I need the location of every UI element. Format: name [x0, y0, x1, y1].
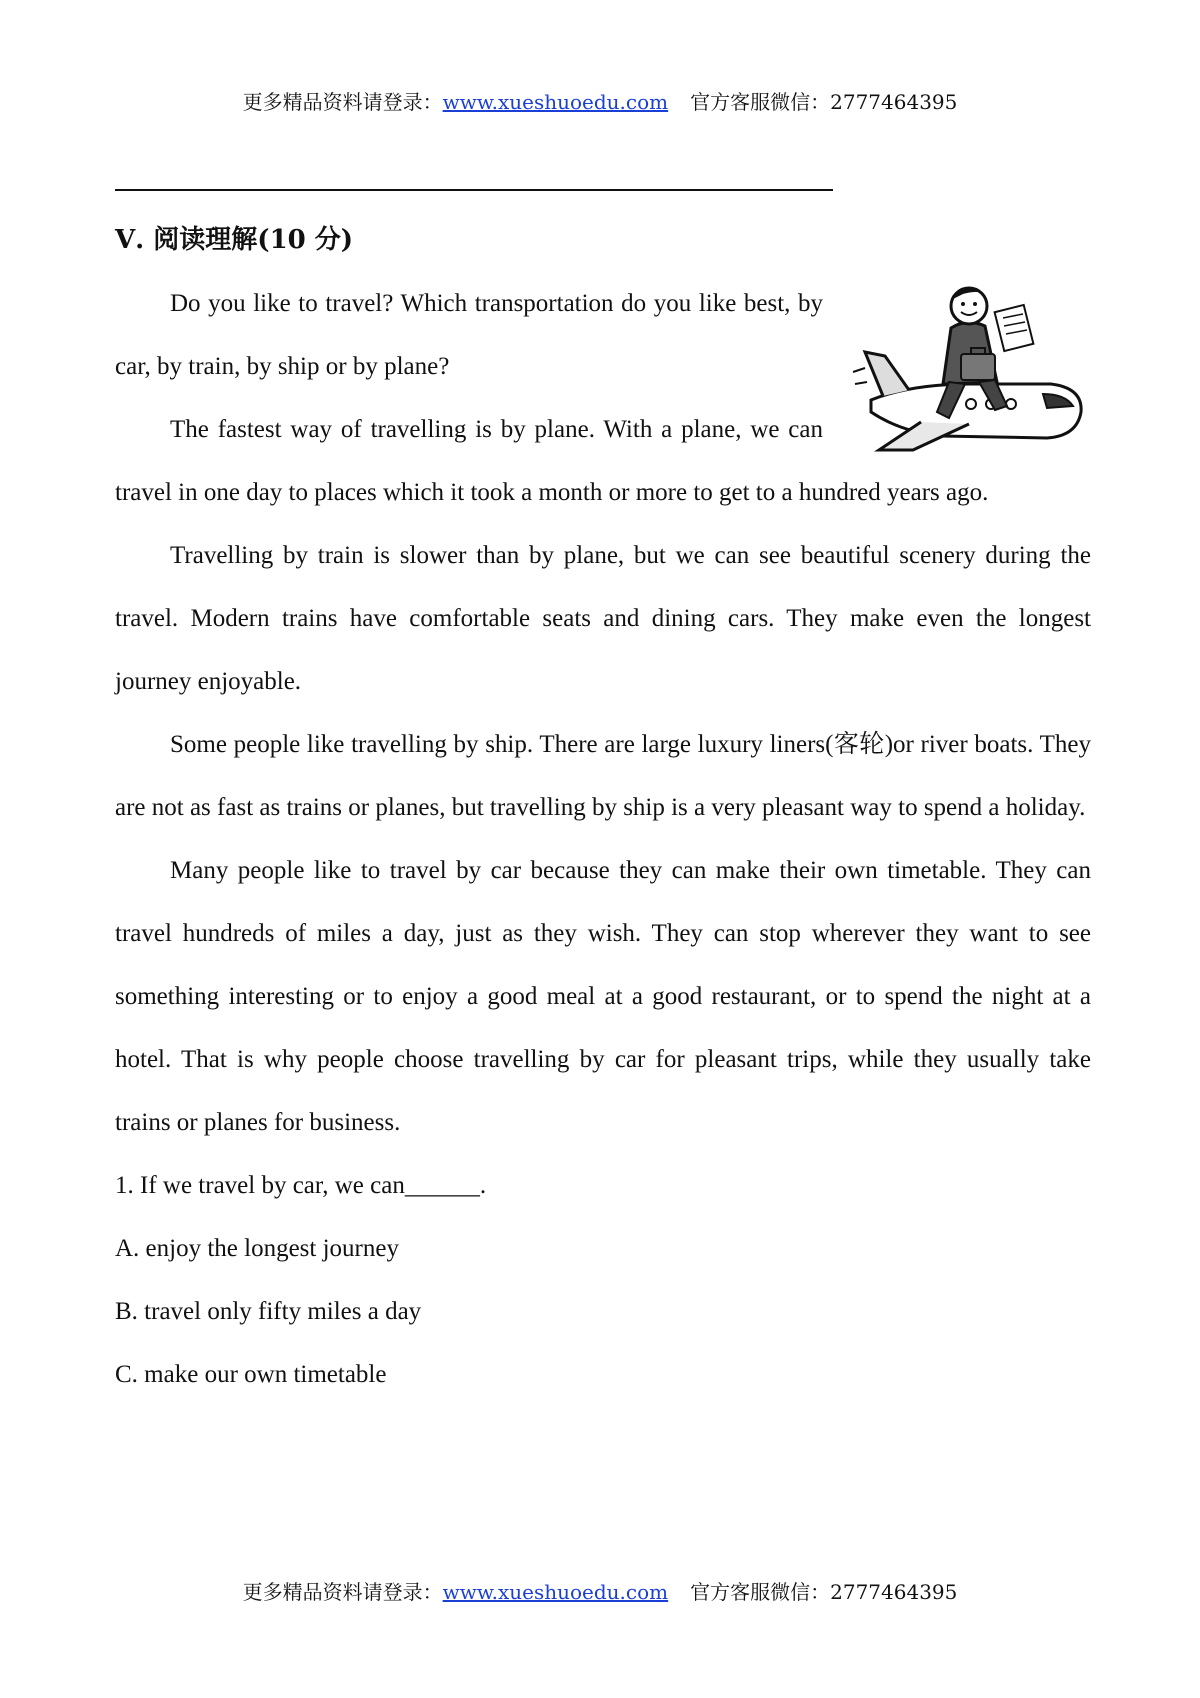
option-a: A. enjoy the longest journey: [115, 1235, 399, 1262]
passage-paragraph-5: Many people like to travel by car because they can make their own timetable. They can travel hundreds of miles a day, just as they wish. They can stop wherever they want to see something interesting or to enjoy a good meal at a good restaurant, or to spend the night at a hotel. That is why people choose travelling by car for pleasant trips, while they usually take trains or planes for business.: [115, 857, 1091, 1136]
question-stem: 1. If we travel by car, we can______.: [115, 1172, 487, 1199]
reading-passage: [115, 272, 1091, 1406]
answer-line: [115, 189, 833, 191]
passage-paragraph-1: Do you like to travel? Which transportation do you like best, by car, by train, by ship or by plane?: [115, 290, 823, 380]
option-c: C. make our own timetable: [115, 1361, 387, 1388]
footer-website-link[interactable]: www.xueshuoedu.com: [442, 1580, 669, 1604]
section-title: Ⅴ. 阅读理解(10 分): [115, 225, 354, 255]
page-footer: [0, 1578, 1200, 1606]
option-b: B. travel only fifty miles a day: [115, 1298, 422, 1325]
header-prefix: 更多精品资料请登录：: [242, 90, 443, 114]
header-website-link[interactable]: www.xueshuoedu.com: [442, 90, 669, 114]
traveler-on-airplane-icon: [851, 272, 1091, 454]
header-contact: 官方客服微信：2777464395: [690, 90, 958, 114]
page-header: [0, 88, 1200, 116]
passage-paragraph-4: Some people like travelling by ship. There are large luxury liners(客轮)or river boats. They are not as fast as trains or planes, but travelling by ship is a very pleasant way to spend a holiday.: [115, 731, 1091, 821]
footer-contact: 官方客服微信：2777464395: [690, 1580, 958, 1604]
passage-paragraph-2: The fastest way of travelling is by plane. With a plane, we can travel in one day to places which it took a month or more to get to a hundred years ago.: [115, 416, 989, 506]
passage-paragraph-3: Travelling by train is slower than by plane, but we can see beautiful scenery during the travel. Modern trains have comfortable seats and dining cars. They make even the longest journey enjoyable.: [115, 542, 1091, 695]
footer-prefix: 更多精品资料请登录：: [242, 1580, 443, 1604]
